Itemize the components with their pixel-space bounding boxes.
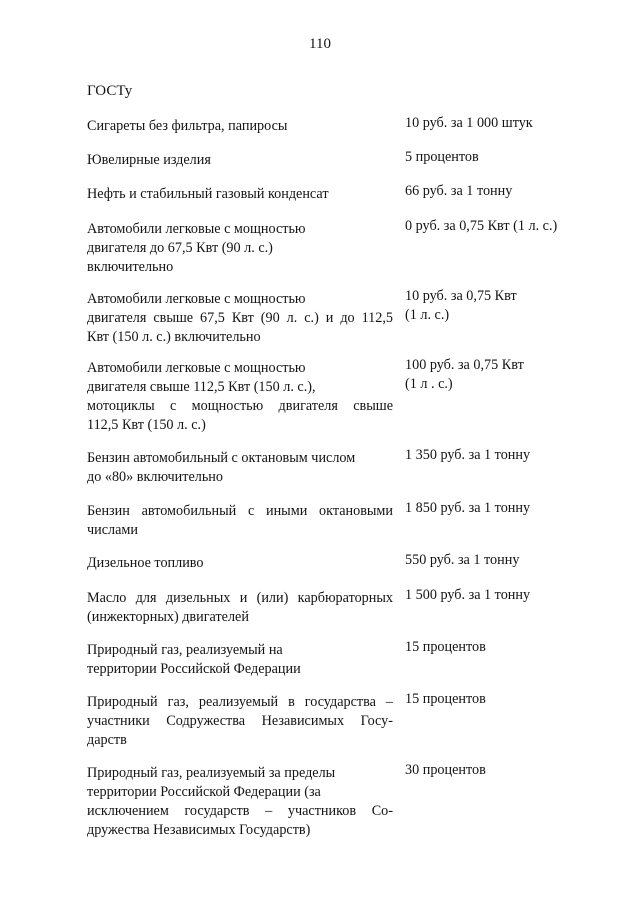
- tax-rate: 1 350 руб. за 1 тонну: [405, 447, 531, 463]
- product-name-line: включительно: [87, 259, 174, 275]
- product-name-line: Природный газ, реализуемый на: [87, 642, 283, 658]
- product-name-line: дружества Независимых Государств): [87, 822, 311, 838]
- product-name-line: Ювелирные изделия: [87, 152, 211, 168]
- product-name: [87, 185, 393, 204]
- product-name-line: территории Российской Федерации (за: [87, 784, 321, 800]
- product-name: [87, 589, 393, 627]
- product-name: [87, 220, 393, 277]
- tax-rate: 30 процентов: [405, 762, 486, 778]
- product-name: [87, 502, 393, 540]
- tax-rate: 5 процентов: [405, 149, 479, 165]
- tax-rate: 15 процентов: [405, 639, 486, 655]
- tax-rate: 550 руб. за 1 тонну: [405, 552, 520, 568]
- product-name-line: двигателя свыше 67,5 Квт (90 л. с.) и до 112,5: [87, 310, 393, 326]
- product-name: [87, 764, 393, 840]
- product-name-line: Автомобили легковые с мощностью: [87, 291, 306, 307]
- product-name-line: Масло для дизельных и (или) карбюраторных: [87, 590, 393, 606]
- product-name: [87, 693, 393, 750]
- tax-rate: 0 руб. за 0,75 Квт (1 л. с.): [405, 218, 558, 234]
- product-name-line: исключением государств – участников Со-: [87, 803, 393, 819]
- product-name: [87, 359, 393, 435]
- product-name: [87, 290, 393, 347]
- product-name-line: Бензин автомобильный с октановым числом: [87, 450, 356, 466]
- product-name-line: числами: [87, 522, 138, 538]
- product-name-line: Дизельное топливо: [87, 555, 204, 571]
- product-name: [87, 449, 393, 487]
- product-name: [87, 151, 393, 170]
- product-name-line: 112,5 Квт (150 л. с.): [87, 417, 206, 433]
- product-name-line: до «80» включительно: [87, 469, 223, 485]
- product-name-line: Природный газ, реализуемый в государства –: [87, 694, 393, 710]
- product-name-line: Природный газ, реализуемый за пределы: [87, 765, 336, 781]
- product-name-line: участники Содружества Независимых Госу-: [87, 713, 393, 729]
- page-number: 110: [309, 36, 331, 52]
- tax-rate: 10 руб. за 0,75 Квт (1 л. с.): [405, 288, 517, 323]
- product-name-line: Бензин автомобильный с иными октановыми: [87, 503, 393, 519]
- tax-rate: 10 руб. за 1 000 штук: [405, 115, 533, 131]
- product-name: [87, 117, 393, 136]
- product-name-line: мотоциклы с мощностью двигателя свыше: [87, 398, 393, 414]
- product-name-line: двигателя до 67,5 Квт (90 л. с.): [87, 240, 273, 256]
- tax-rate: 1 500 руб. за 1 тонну: [405, 587, 531, 603]
- product-name-line: двигателя свыше 112,5 Квт (150 л. с.),: [87, 379, 316, 395]
- product-name-line: дарств: [87, 732, 127, 748]
- tax-rate: 15 процентов: [405, 691, 486, 707]
- tax-rate: 100 руб. за 0,75 Квт (1 л . с.): [405, 357, 524, 392]
- product-name-line: Сигареты без фильтра, папиросы: [87, 118, 288, 134]
- tax-rate: 66 руб. за 1 тонну: [405, 183, 513, 199]
- product-name-line: (инжекторных) двигателей: [87, 609, 249, 625]
- product-name: [87, 554, 393, 573]
- product-name-line: Автомобили легковые с мощностью: [87, 360, 306, 376]
- section-heading: ГОСТу: [87, 83, 133, 99]
- product-name: [87, 641, 393, 679]
- product-name-line: Квт (150 л. с.) включительно: [87, 329, 261, 345]
- product-name-line: территории Российской Федерации: [87, 661, 301, 677]
- product-name-line: Автомобили легковые с мощностью: [87, 221, 306, 237]
- product-name-line: Нефть и стабильный газовый конденсат: [87, 186, 329, 202]
- tax-rate: 1 850 руб. за 1 тонну: [405, 500, 531, 516]
